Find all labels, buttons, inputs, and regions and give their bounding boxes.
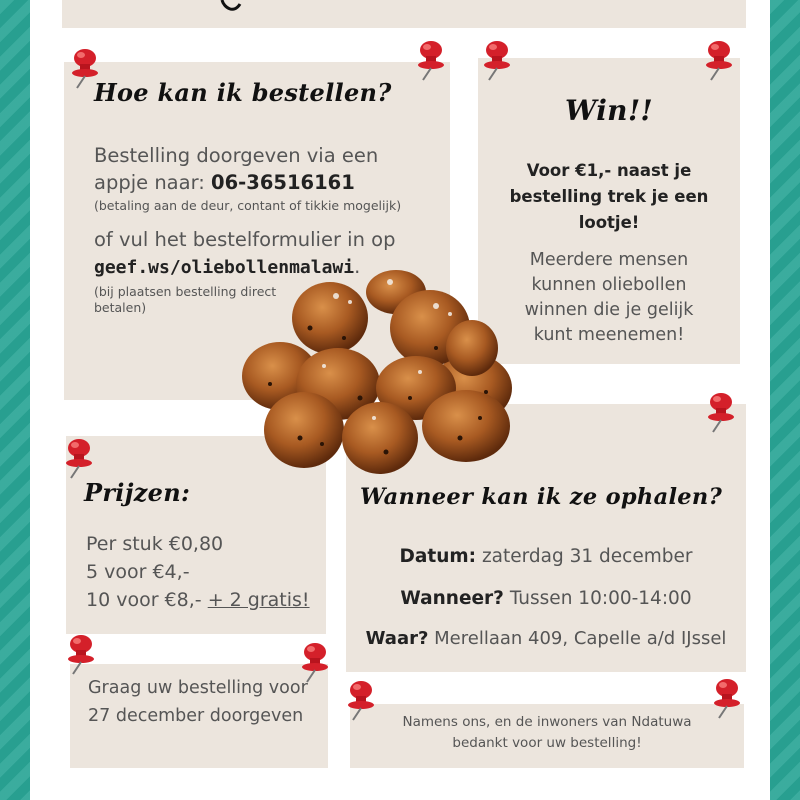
pushpin-icon xyxy=(704,392,738,434)
order-line-1: Bestelling doorgeven via een xyxy=(94,144,379,167)
pushpin-icon xyxy=(480,40,514,82)
top-note-fragment xyxy=(62,0,746,28)
order-line-2: appje naar: 06-36516161 xyxy=(94,171,355,194)
pushpin-icon xyxy=(64,634,98,676)
thanks-text: Namens ons, en de inwoners van Ndatuwa bedankt voor uw bestelling! xyxy=(402,714,692,751)
prices-title: Prijzen: xyxy=(84,478,191,507)
pickup-title: Wanneer kan ik ze ophalen? xyxy=(360,484,723,510)
order-note: Hoe kan ik bestellen? Bestelling doorgeven via een appje naar: 06-36516161 (betaling aan de deur, contant of tikkie mogelijk) of vul het bestelformulier in op geef.ws/oliebollenmalawi. (bij plaatsen bestelling direct betalen) xyxy=(64,62,450,400)
deadline-text: Graag uw bestelling voor 27 december doorgeven xyxy=(88,678,308,726)
pickup-place: Waar? Merellaan 409, Capelle a/d IJssel xyxy=(365,628,727,649)
pushpin-icon xyxy=(68,48,102,90)
left-teal-border xyxy=(0,0,30,800)
handwriting-fragment xyxy=(212,0,252,22)
pushpin-icon xyxy=(702,40,736,82)
price-item-3: 10 voor €8,- + 2 gratis! xyxy=(86,589,310,611)
order-title: Hoe kan ik bestellen? xyxy=(94,78,392,107)
pickup-date: Datum: zaterdag 31 december xyxy=(399,546,693,567)
deadline-note xyxy=(70,664,328,768)
price-item-1: Per stuk €0,80 xyxy=(86,533,224,555)
phone-number: 06-36516161 xyxy=(211,171,355,194)
oliebollen-image xyxy=(240,268,544,478)
order-line-3: of vul het bestelformulier in op xyxy=(94,228,396,251)
order-payment-note: (betaling aan de deur, contant of tikkie mogelijk) xyxy=(94,198,402,213)
pushpin-icon xyxy=(414,40,448,82)
pushpin-icon xyxy=(298,642,332,684)
pushpin-icon xyxy=(344,680,378,722)
pickup-time: Wanneer? Tussen 10:00-14:00 xyxy=(400,588,692,609)
bonus-text: + 2 gratis! xyxy=(207,589,310,611)
win-body-text: Meerdere mensen kunnen oliebollen winnen die je gelijk kunt meenemen! xyxy=(524,250,694,345)
thanks-note xyxy=(350,704,744,768)
pushpin-icon xyxy=(710,678,744,720)
price-list xyxy=(86,530,310,614)
win-title: Win!! xyxy=(564,94,654,127)
win-bold-text: Voor €1,- naast je bestelling trek je een lootje! xyxy=(509,161,709,232)
pushpin-icon xyxy=(62,438,96,480)
order-url[interactable]: geef.ws/oliebollenmalawi xyxy=(94,257,355,278)
order-form-note: (bij plaatsen bestelling direct betalen) xyxy=(94,284,277,315)
price-item-2: 5 voor €4,- xyxy=(86,561,190,583)
right-teal-border xyxy=(770,0,800,800)
